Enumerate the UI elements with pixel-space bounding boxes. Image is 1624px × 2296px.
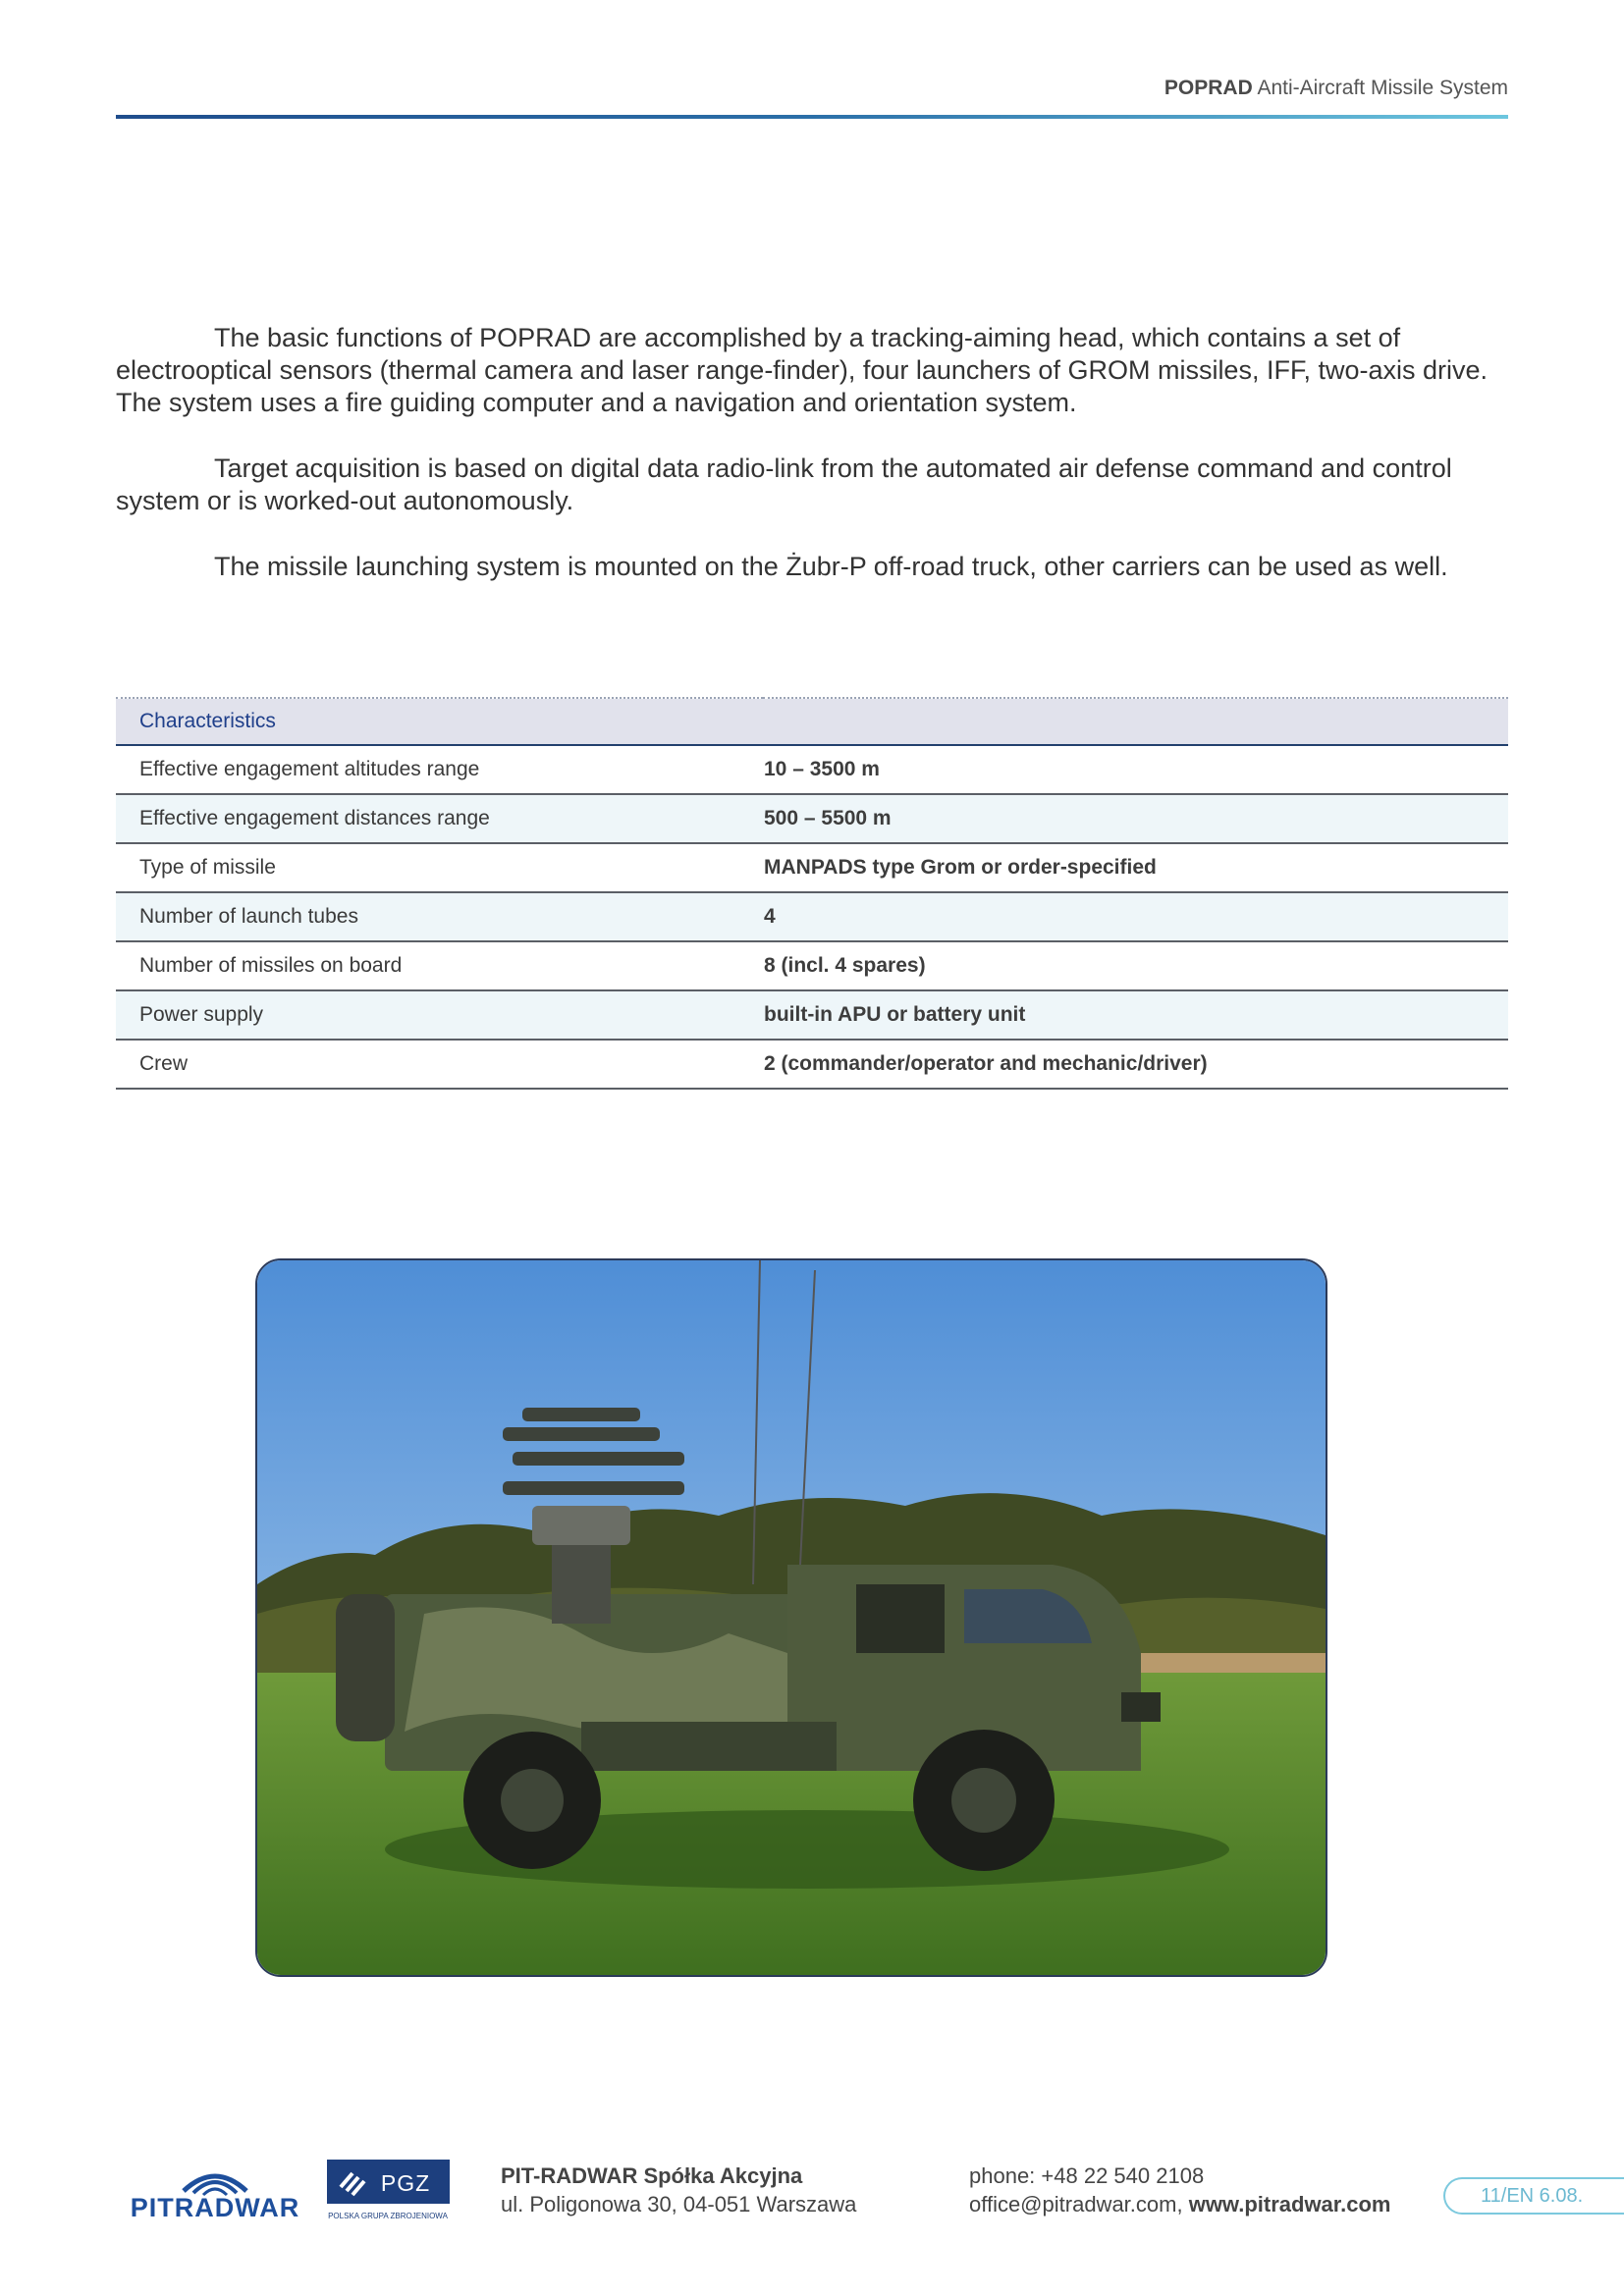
page-marker-text: 11/EN 6.08. <box>1481 2185 1584 2207</box>
body-text <box>116 322 1508 616</box>
row-label: Effective engagement altitudes range <box>116 745 763 794</box>
contact-phone: phone: +48 22 540 2108 <box>969 2163 1205 2188</box>
page-marker <box>1443 2177 1624 2215</box>
contact-website[interactable]: www.pitradwar.com <box>1188 2192 1391 2216</box>
company-address: ul. Poligonowa 30, 04-051 Warszawa <box>501 2192 857 2216</box>
pitradwar-logo <box>123 2165 307 2220</box>
table-row <box>116 745 1508 794</box>
pgz-logo-text: PGZ <box>380 2170 431 2196</box>
table-row <box>116 1040 1508 1089</box>
table-heading: Characteristics <box>116 699 1508 745</box>
paragraph-target-acquisition: Target acquisition is based on digital data radio-link from the automated air defense command and control system or is worked-out autonomously. <box>116 454 1452 515</box>
row-label: Number of missiles on board <box>116 941 763 990</box>
header-brand: POPRAD <box>1164 77 1253 99</box>
row-label: Effective engagement distances range <box>116 794 763 843</box>
row-value: 500 – 5500 m <box>763 794 1508 843</box>
row-value: 8 (incl. 4 spares) <box>763 941 1508 990</box>
company-name: PIT-RADWAR Spółka Akcyjna <box>501 2163 803 2188</box>
row-value: 2 (commander/operator and mechanic/driver) <box>763 1040 1508 1089</box>
truck <box>336 1565 1161 1771</box>
table-row <box>116 843 1508 892</box>
pgz-logo <box>327 2160 450 2223</box>
paragraph-functions: The basic functions of POPRAD are accomplished by a tracking-aiming head, which contains a set of electrooptical sensors (thermal camera and laser range-finder), four launchers of GROM missiles, IFF, two-axis drive. The system uses a fire guiding computer and a navigation and orientation system. <box>116 323 1488 417</box>
table-row <box>116 892 1508 941</box>
row-label: Power supply <box>116 990 763 1040</box>
paragraph-carrier: The missile launching system is mounted on the Żubr-P off-road truck, other carriers can be used as well. <box>214 552 1448 581</box>
table-row <box>116 990 1508 1040</box>
contact-info <box>969 2162 1391 2218</box>
row-label: Type of missile <box>116 843 763 892</box>
vehicle-illustration <box>257 1260 1326 1975</box>
table-row <box>116 941 1508 990</box>
header-divider <box>116 115 1508 119</box>
row-label: Number of launch tubes <box>116 892 763 941</box>
table-row <box>116 794 1508 843</box>
row-label: Crew <box>116 1040 763 1089</box>
vehicle-photo <box>255 1258 1327 1977</box>
page-header <box>116 77 1508 100</box>
contact-email[interactable]: office@pitradwar.com, <box>969 2192 1183 2216</box>
characteristics-table <box>116 697 1508 1090</box>
pitradwar-logo-text: PITRADWAR <box>130 2193 300 2220</box>
table-header-row <box>116 699 1508 745</box>
row-value: 10 – 3500 m <box>763 745 1508 794</box>
row-value: MANPADS type Grom or order-specified <box>763 843 1508 892</box>
row-value: built-in APU or battery unit <box>763 990 1508 1040</box>
header-title: Anti-Aircraft Missile System <box>1257 77 1508 99</box>
row-value: 4 <box>763 892 1508 941</box>
company-info <box>501 2162 856 2218</box>
contact-web-line <box>969 2190 1391 2218</box>
pgz-logo-subtext: POLSKA GRUPA ZBROJENIOWA <box>328 2212 448 2220</box>
